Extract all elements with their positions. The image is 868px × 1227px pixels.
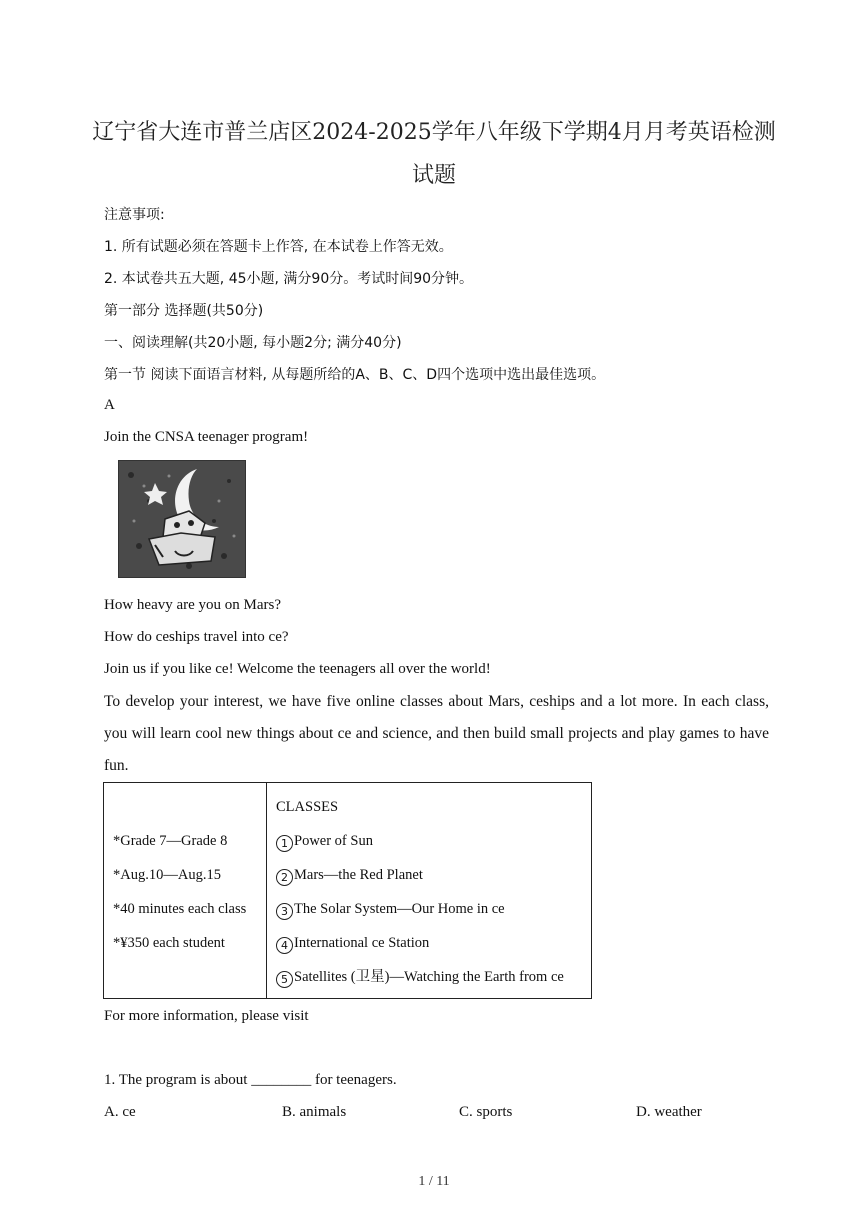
passage-paragraph: To develop your interest, we have five online classes about Mars, ceships and a lot more. In each class, you will learn cool new things about ce and science, and then build small projects and play games to have fun.	[104, 693, 769, 774]
class-item: 4 International ce Station	[267, 926, 591, 960]
option-a[interactable]: A. ce	[104, 1104, 136, 1120]
option-c[interactable]: C. sports	[459, 1104, 513, 1120]
detail-duration: *40 minutes each class	[113, 901, 247, 917]
class-item: 2 Mars—the Red Planet	[267, 858, 591, 892]
option-d[interactable]: D. weather	[636, 1104, 702, 1120]
class-item: 3 The Solar System—Our Home in ce	[267, 892, 591, 926]
detail-price: *¥350 each student	[113, 935, 225, 951]
page-title-continued: 试题	[411, 163, 456, 188]
page-title: 辽宁省大连市普兰店区2024-2025学年八年级下学期4月月考英语检测	[92, 120, 776, 145]
subsection-instructions: 第一节 阅读下面语言材料, 从每题所给的A、B、C、D四个选项中选出最佳选项。	[104, 367, 606, 383]
passage-label: A	[104, 397, 115, 413]
question-line-1: How heavy are you on Mars?	[104, 597, 282, 613]
notice-item-1: 1. 所有试题必须在答题卡上作答, 在本试卷上作答无效。	[104, 239, 453, 255]
class-item: 5 Satellites (卫星)—Watching the Earth from ce	[267, 960, 591, 994]
welcome-line: Join us if you like ce! Welcome the teenagers all over the world!	[104, 661, 491, 677]
notice-item-2: 2. 本试卷共五大题, 45小题, 满分90分。考试时间90分钟。	[104, 271, 474, 287]
program-table	[103, 782, 592, 999]
classes-header: CLASSES	[276, 799, 339, 815]
notice-heading: 注意事项:	[104, 207, 165, 223]
classes-cell	[267, 783, 592, 999]
astronaut-moon-icon	[118, 460, 246, 578]
part-heading: 第一部分 选择题(共50分)	[104, 303, 264, 319]
more-info-line: For more information, please visit	[104, 1008, 309, 1024]
program-details-cell	[104, 783, 267, 999]
section-heading: 一、阅读理解(共20小题, 每小题2分; 满分40分)	[104, 335, 402, 351]
option-b[interactable]: B. animals	[282, 1104, 347, 1120]
passage-title: Join the CNSA teenager program!	[104, 429, 309, 445]
page-number: 1 / 11	[418, 1174, 450, 1189]
class-item: 1 Power of Sun	[267, 824, 591, 858]
question-line-2: How do ceships travel into ce?	[104, 629, 289, 645]
detail-grade: *Grade 7—Grade 8	[113, 833, 228, 849]
question-1: 1. The program is about ________ for teenagers.	[104, 1072, 397, 1088]
detail-dates: *Aug.10—Aug.15	[113, 867, 221, 883]
